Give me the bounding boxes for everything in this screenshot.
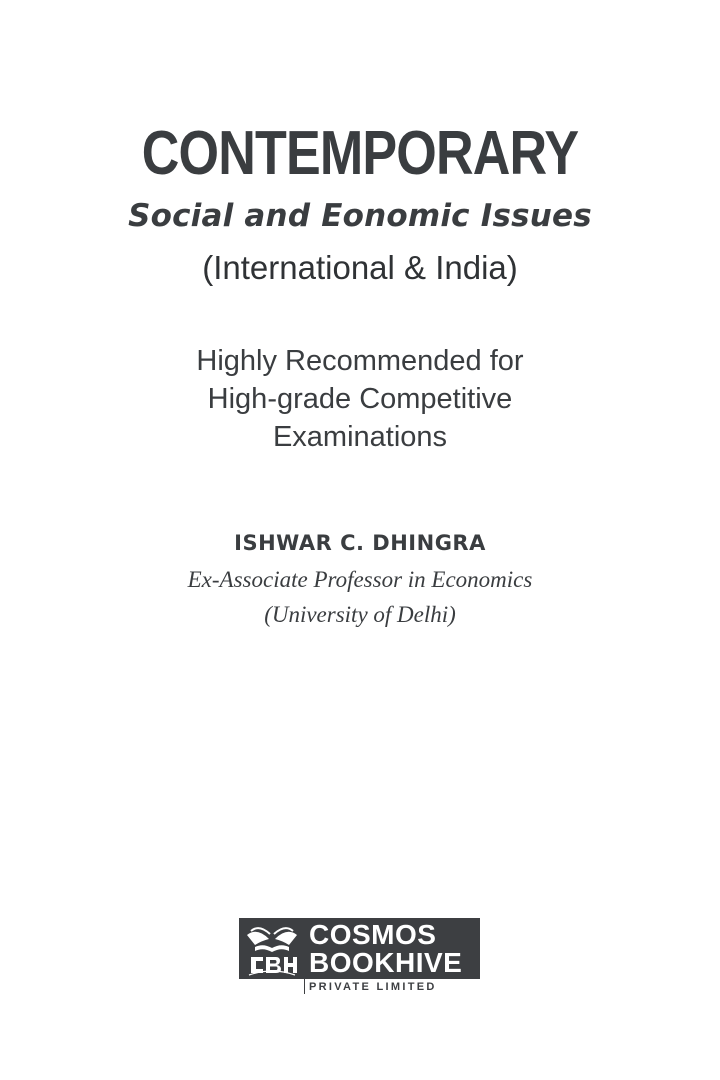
book-region: (International & India) (202, 249, 518, 286)
book-subtitle: Social and Eonomic Issues (128, 198, 592, 234)
recommendation-line: Highly Recommended for (196, 345, 524, 377)
author-name: ISHWAR C. DHINGRA (234, 531, 486, 555)
recommendation-line: High-grade Competitive (207, 383, 513, 415)
recommendation-line: Examinations (272, 421, 448, 453)
publisher-name-line1: COSMOS (309, 919, 437, 950)
author-affiliation (0, 562, 720, 632)
publisher-logo-divider (304, 924, 305, 994)
publisher-logo (239, 918, 480, 994)
publisher-name-line2: BOOKHIVE (309, 947, 463, 978)
publisher-tagline: PRIVATE LIMITED (309, 981, 437, 993)
affiliation-line: Ex-Associate Professor in Economics (187, 567, 533, 592)
recommendation-block (0, 342, 720, 456)
book-title: CONTEMPORARY (141, 119, 579, 188)
book-wings-emblem-icon (243, 921, 301, 977)
affiliation-line: (University of Delhi) (264, 602, 456, 627)
